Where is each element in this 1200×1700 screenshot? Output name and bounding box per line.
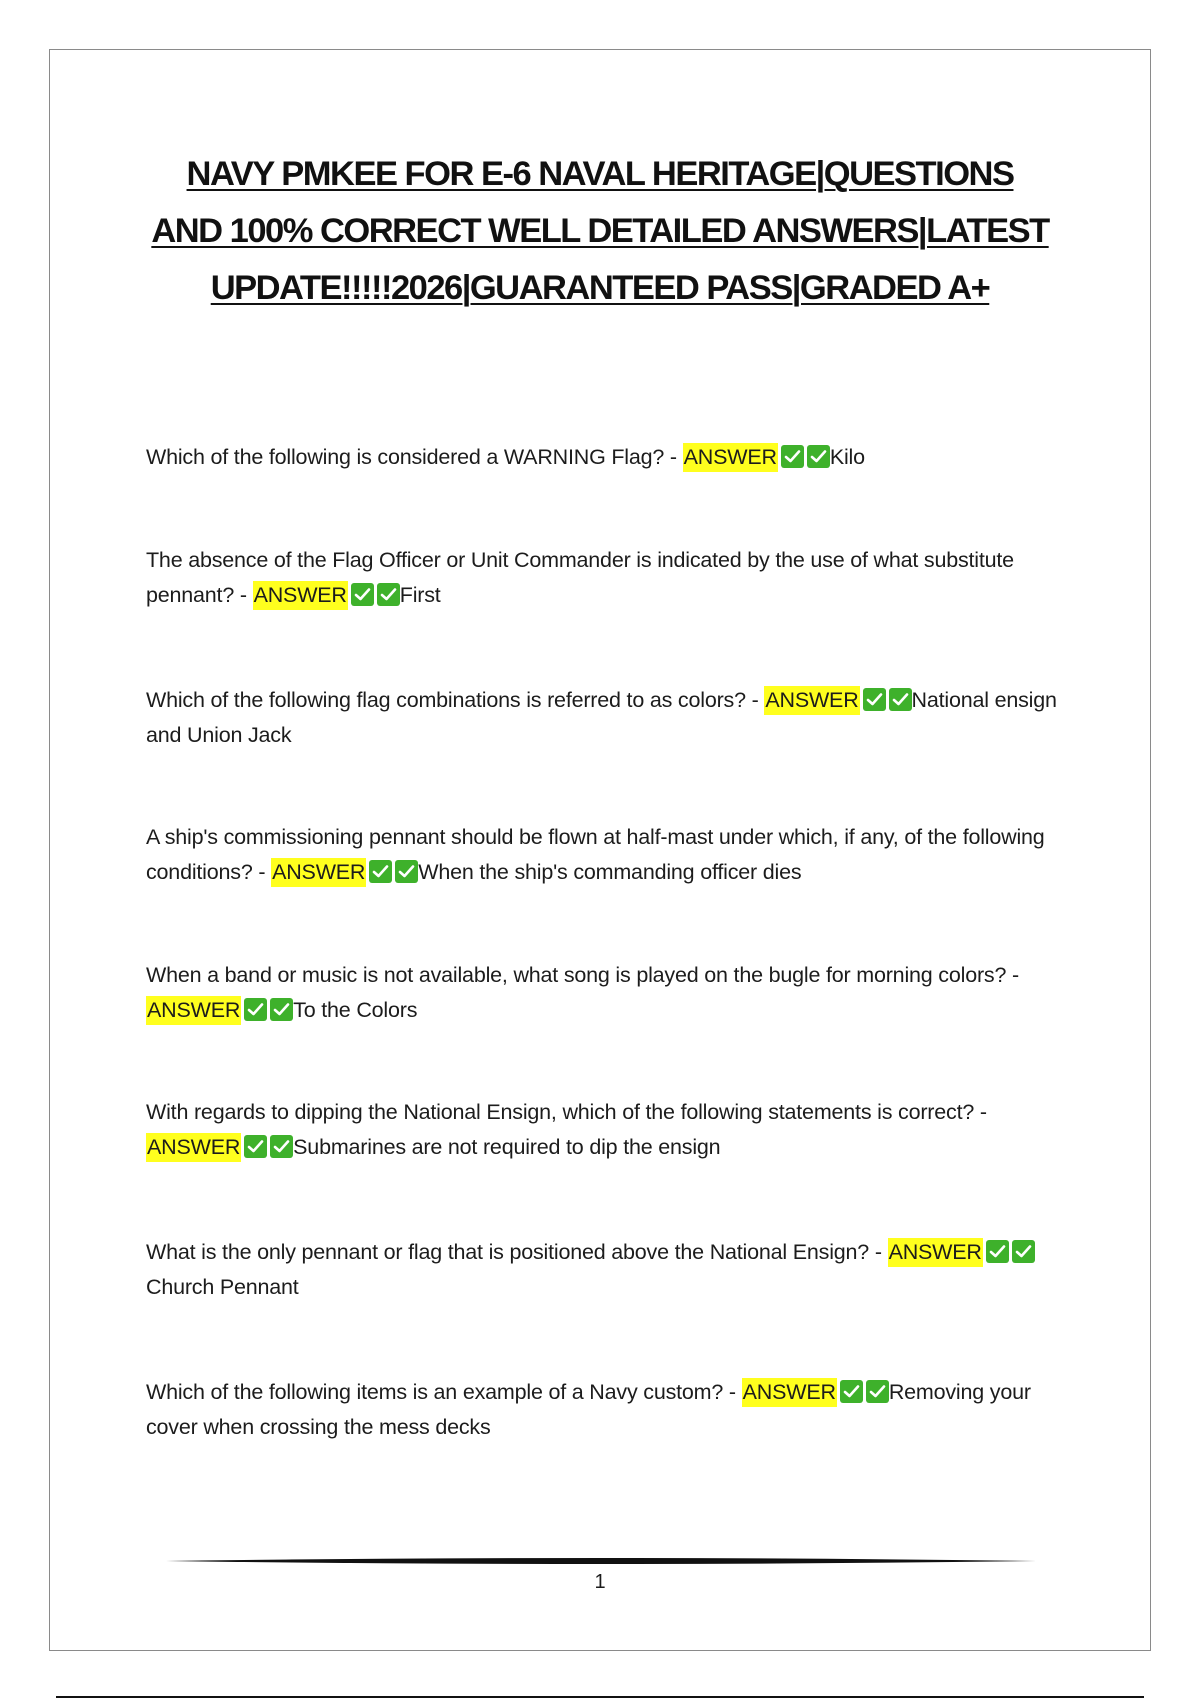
question-text: Which of the following is considered a WARNING Flag? - bbox=[146, 445, 677, 469]
answer-text: When the ship's commanding officer dies bbox=[418, 860, 802, 884]
check-mark-icon bbox=[369, 860, 392, 883]
check-mark-icon bbox=[863, 688, 886, 711]
question-text: Which of the following flag combinations is referred to as colors? - bbox=[146, 688, 759, 712]
answer-label: ANSWER bbox=[742, 1378, 837, 1407]
check-mark-icon bbox=[889, 688, 912, 711]
check-mark-icon bbox=[866, 1380, 889, 1403]
answer-text: Church Pennant bbox=[146, 1275, 299, 1299]
answer-text: Submarines are not required to dip the ensign bbox=[293, 1135, 721, 1159]
next-page-edge bbox=[56, 1696, 1144, 1698]
check-mark-icon bbox=[377, 583, 400, 606]
document-title: NAVY PMKEE FOR E-6 NAVAL HERITAGE|QUESTIONS AND 100% CORRECT WELL DETAILED ANSWERS|LATEST UPDATE!!!!!2026|GUARANTEED PASS|GRADED A+ bbox=[151, 155, 1049, 307]
check-mark-icon bbox=[840, 1380, 863, 1403]
check-mark-icon bbox=[270, 1135, 293, 1158]
check-mark-icon bbox=[244, 998, 267, 1021]
check-mark-icon bbox=[351, 583, 374, 606]
answer-label: ANSWER bbox=[253, 581, 348, 610]
footer-divider bbox=[166, 1556, 1036, 1566]
answer-label: ANSWER bbox=[683, 443, 778, 472]
check-mark-icon bbox=[986, 1240, 1009, 1263]
qa-item bbox=[146, 440, 1066, 475]
question-text: Which of the following items is an example of a Navy custom? - bbox=[146, 1380, 736, 1404]
qa-item bbox=[146, 543, 1066, 613]
qa-item bbox=[146, 1095, 1066, 1165]
qa-item bbox=[146, 820, 1066, 890]
qa-item bbox=[146, 958, 1066, 1028]
answer-label: ANSWER bbox=[146, 1133, 241, 1162]
check-mark-icon bbox=[781, 445, 804, 468]
answer-text: First bbox=[399, 583, 441, 607]
check-mark-icon bbox=[244, 1135, 267, 1158]
check-mark-icon bbox=[395, 860, 418, 883]
answer-text: Kilo bbox=[829, 445, 865, 469]
question-text: A ship's commissioning pennant should be flown at half-mast under which, if any, of the following conditions? - bbox=[146, 825, 1045, 884]
qa-item bbox=[146, 1375, 1066, 1445]
check-mark-icon bbox=[1012, 1240, 1035, 1263]
check-mark-icon bbox=[807, 445, 830, 468]
answer-text: Removing your cover when crossing the mess decks bbox=[146, 1380, 1031, 1439]
answer-label: ANSWER bbox=[764, 686, 859, 715]
question-text: With regards to dipping the National Ensign, which of the following statements is correct? - bbox=[146, 1100, 987, 1124]
check-mark-icon bbox=[270, 998, 293, 1021]
question-text: What is the only pennant or flag that is positioned above the National Ensign? - bbox=[146, 1240, 882, 1264]
answer-label: ANSWER bbox=[271, 858, 366, 887]
answer-text: National ensign and Union Jack bbox=[146, 688, 1057, 747]
qa-item bbox=[146, 683, 1066, 753]
answer-label: ANSWER bbox=[146, 996, 241, 1025]
question-text: The absence of the Flag Officer or Unit Commander is indicated by the use of what substitute pennant? - bbox=[146, 548, 1014, 607]
question-text: When a band or music is not available, what song is played on the bugle for morning colors? - bbox=[146, 963, 1019, 987]
page-number: 1 bbox=[594, 1571, 606, 1593]
qa-item bbox=[146, 1235, 1066, 1305]
answer-label: ANSWER bbox=[888, 1238, 983, 1267]
answer-text: To the Colors bbox=[293, 998, 418, 1022]
